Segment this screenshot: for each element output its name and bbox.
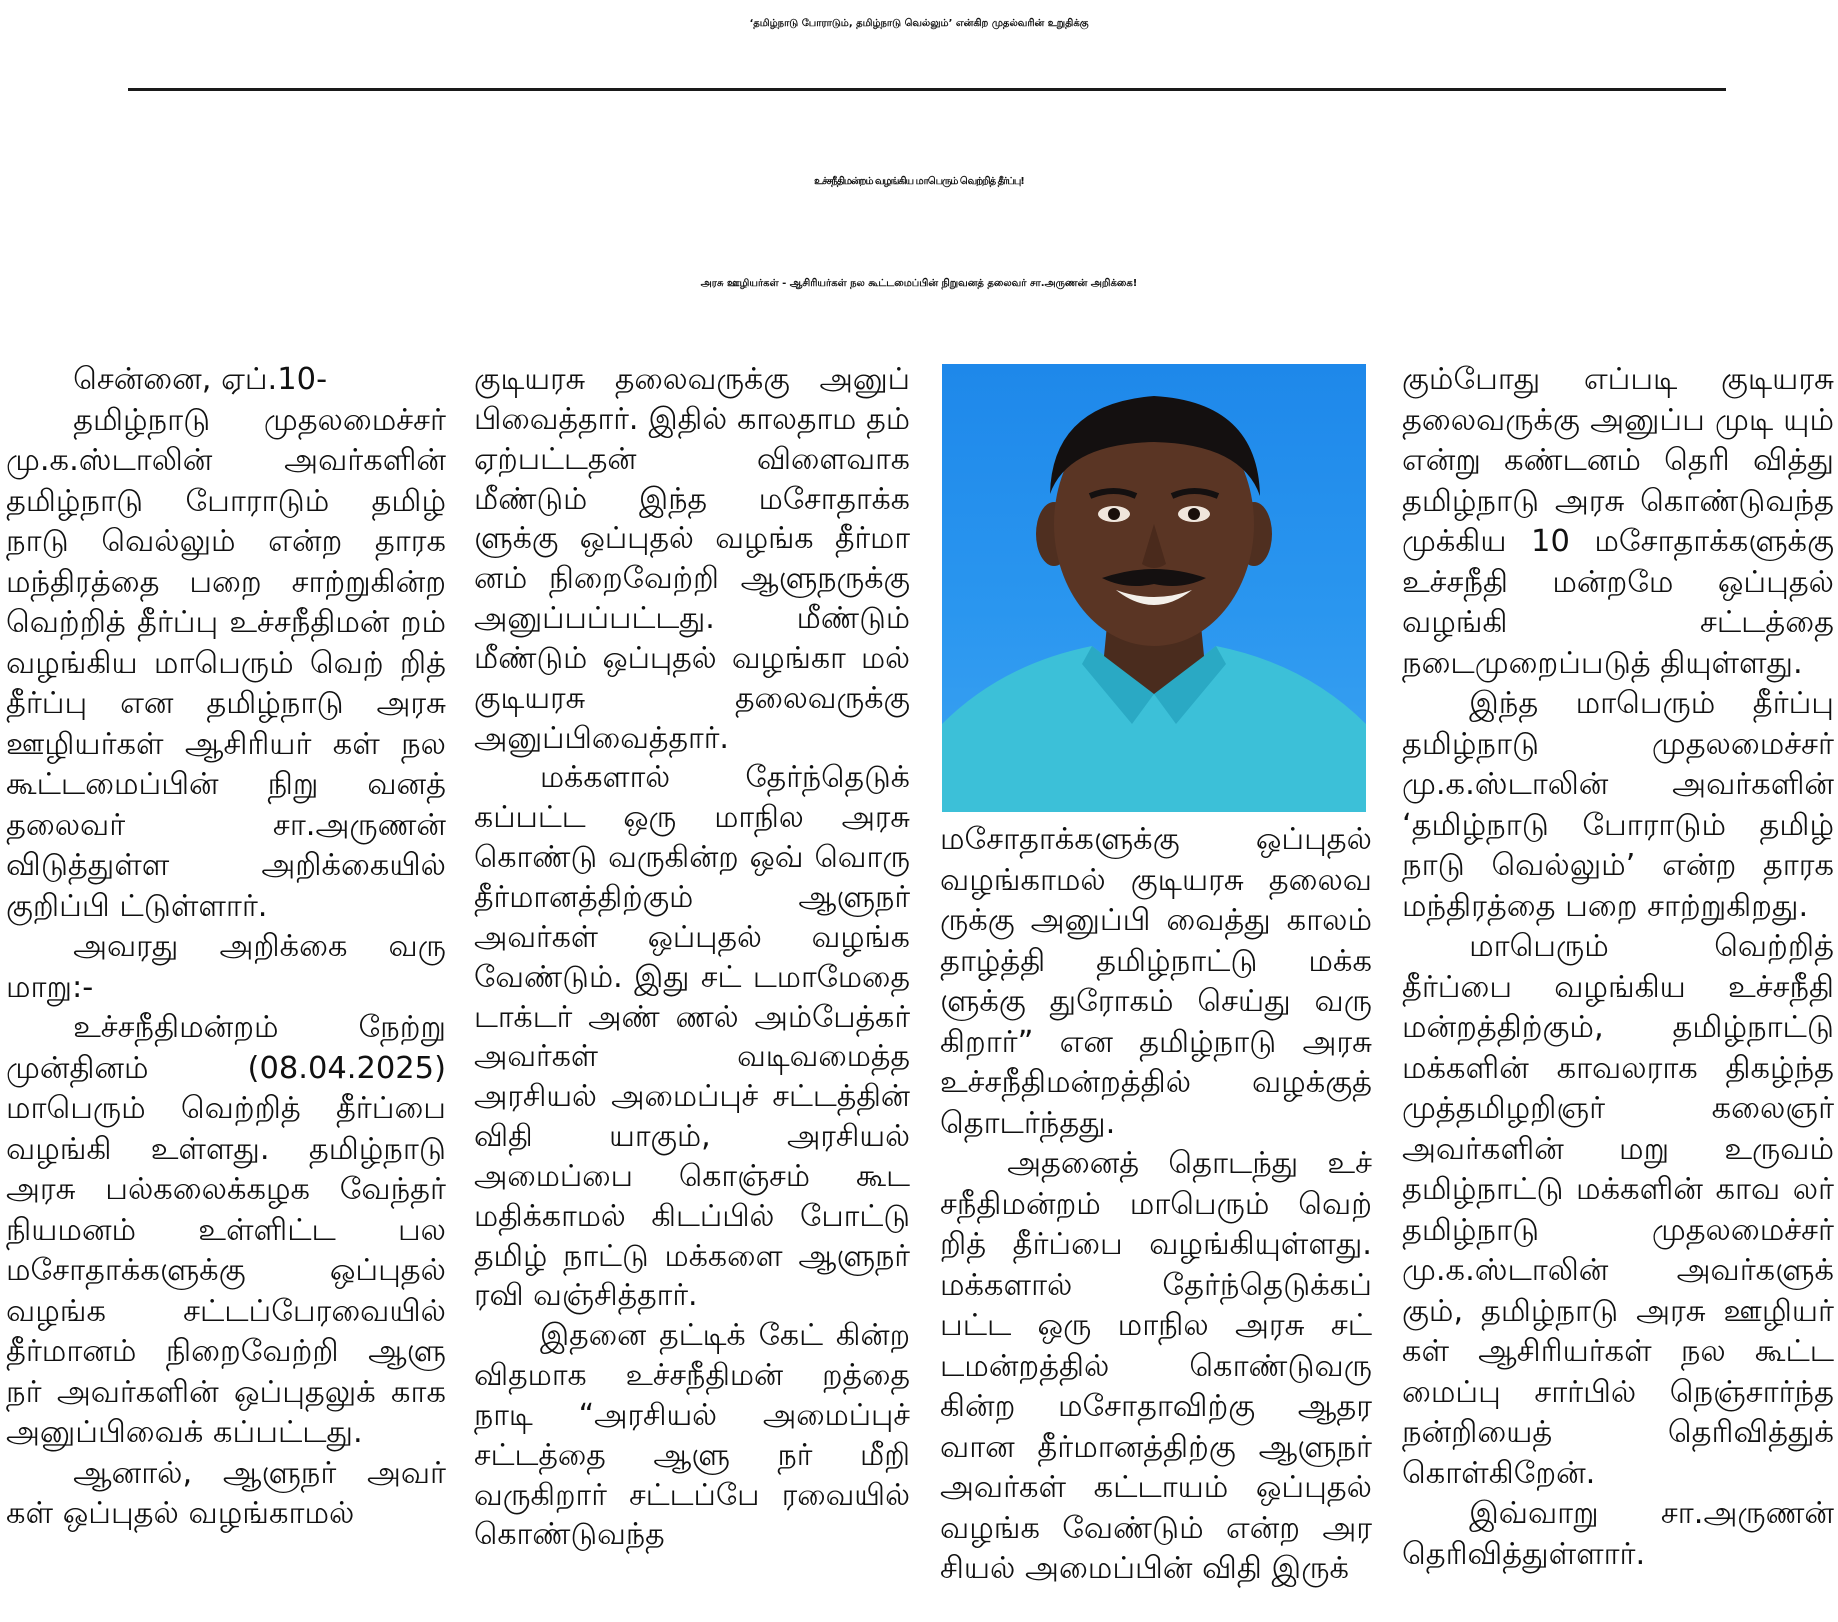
paragraph: குடியரசு தலைவருக்கு அனுப் பிவைத்தார். இதில் காலதாம தம் ஏற்பட்டதன் விளைவாக மீண்டும் இந்த மசோதாக்க ளுக்கு ஒப்புதல் வழங்க தீர்மா னம் நிறைவேற்றி ஆளுநருக்கு அனுப்பப்பட்டது. மீண்டும் மீண்டும் ஒப்புதல் வழங்கா மல் குடியரசு தலைவருக்கு அனுப்பிவைத்தார். <box>474 362 910 756</box>
divider-rule <box>128 88 1726 91</box>
paragraph: இந்த மாபெரும் தீர்ப்பு தமிழ்நாடு முதலமைச்சர் மு.க.ஸ்டாலின் அவர்களின் ‘தமிழ்நாடு போராடும் தமிழ் நாடு வெல்லும்’ என்ற தாரக மந்திரத்தை பறை சாற்றுகிறது. <box>1402 686 1834 924</box>
paragraph: அதனைத் தொடந்து உச் சநீதிமன்றம் மாபெரும் வெற் றித் தீர்ப்பை வழங்கியுள்ளது. மக்களால் தேர்ந்தெடுக்கப் பட்ட ஒரு மாநில அரசு சட் டமன்றத்தில் கொண்டுவரு கின்ற மசோதாவிற்கு ஆதர வான தீர்மானத்திற்கு ஆளுநர் அவர்கள் கட்டாயம் ஒப்புதல் வழங்க வேண்டும் என்ற அர சியல் அமைப்பின் விதி இருக் <box>940 1146 1372 1586</box>
article-column-3 <box>940 820 1372 1590</box>
paragraph: ஆனால், ஆளுநர் அவர் கள் ஒப்புதல் வழங்காமல் <box>6 1455 446 1531</box>
paragraph: மக்களால் தேர்ந்தெடுக் கப்பட்ட ஒரு மாநில அரசு கொண்டு வருகின்ற ஒவ் வொரு தீர்மானத்திற்கும் ஆளுநர் அவர்கள் ஒப்புதல் வழங்க வேண்டும். இது சட் டமாமேதை டாக்டர் அண் ணல் அம்பேத்கர் அவர்கள் வடிவமைத்த அரசியல் அமைப்புச் சட்டத்தின் விதி யாகும், அரசியல் அமைப்பை கொஞ்சம் கூட மதிக்காமல் கிடப்பில் போட்டு தமிழ் நாட்டு மக்களை ஆளுநர் ரவி வஞ்சித்தார். <box>474 760 910 1314</box>
kicker-line: ‘தமிழ்நாடு போராடும், தமிழ்நாடு வெல்லும்’ என்கிற முதல்வரின் உறுதிக்கு <box>749 18 1089 29</box>
paragraph: உச்சநீதிமன்றம் நேற்று முன்தினம் (08.04.2025) மாபெரும் வெற்றித் தீர்ப்பை வழங்கி உள்ளது. தமிழ்நாடு அரசு பல்கலைக்கழக வேந்தர் நியமனம் உள்ளிட்ட பல மசோதாக்களுக்கு ஒப்புதல் வழங்க சட்டப்பேரவையில் தீர்மானம் நிறைவேற்றி ஆளு நர் அவர்களின் ஒப்புதலுக் காக அனுப்பிவைக் கப்பட்டது. <box>6 1010 446 1450</box>
paragraph: கும்போது எப்படி குடியரசு தலைவருக்கு அனுப்ப முடி யும் என்று கண்டனம் தெரி வித்து தமிழ்நாடு அரசு கொண்டுவந்த முக்கிய 10 மசோதாக்களுக்கு உச்சநீதி மன்றமே ஒப்புதல் வழங்கி சட்டத்தை நடைமுறைப்படுத் தியுள்ளது. <box>1402 362 1834 681</box>
paragraph: இவ்வாறு சா.அருணன் தெரிவித்துள்ளார். <box>1402 1496 1834 1572</box>
paragraph: மாபெரும் வெற்றித் தீர்ப்பை வழங்கிய உச்சநீதி மன்றத்திற்கும், தமிழ்நாட்டு மக்களின் காவலராக திகழ்ந்த முத்தமிழறிஞர் கலைஞர் அவர்களின் மறு உருவம் தமிழ்நாட்டு மக்களின் காவ லர் தமிழ்நாடு முதலமைச்சர் மு.க.ஸ்டாலின் அவர்களுக் கும், தமிழ்நாடு அரசு ஊழியர் கள் ஆசிரியர்கள் நல கூட்ட மைப்பு சார்பில் நெஞ்சார்ந்த நன்றியைத் தெரிவித்துக் கொள்கிறேன். <box>1402 929 1834 1491</box>
portrait-photo <box>942 364 1366 812</box>
article-column-2 <box>474 360 910 1555</box>
article-column-1 <box>6 360 446 1535</box>
paragraph: அவரது அறிக்கை வரு மாறு:- <box>6 929 446 1005</box>
dateline: சென்னை, ஏப்.10- <box>73 362 328 397</box>
paragraph: தமிழ்நாடு முதலமைச்சர் மு.க.ஸ்டாலின் அவர்களின் தமிழ்நாடு போராடும் தமிழ் நாடு வெல்லும் என்ற தாரக மந்திரத்தை பறை சாற்றுகின்ற வெற்றித் தீர்ப்பு உச்சநீதிமன் றம் வழங்கிய மாபெரும் வெற் றித் தீர்ப்பு என தமிழ்நாடு அரசு ஊழியர்கள் ஆசிரியர் கள் நல கூட்டமைப்பின் நிறு வனத் தலைவர் சா.அருணன் விடுத்துள்ள அறிக்கையில் குறிப்பி ட்டுள்ளார். <box>6 402 446 924</box>
headline: உச்சநீதிமன்றம் வழங்கிய மாபெரும் வெற்றித் தீர்ப்பு! <box>814 176 1024 187</box>
subheadline: அரசு ஊழியர்கள் - ஆசிரியர்கள் நல கூட்டமைப்பின் நிறுவனத் தலைவர் சா.அருணன் அறிக்கை! <box>700 278 1138 289</box>
paragraph: இதனை தட்டிக் கேட் கின்ற விதமாக உச்சநீதிமன் றத்தை நாடி “அரசியல் அமைப்புச் சட்டத்தை ஆளு நர் மீறி வருகிறார் சட்டப்பே ரவையில் கொண்டுவந்த <box>474 1318 910 1553</box>
paragraph: மசோதாக்களுக்கு ஒப்புதல் வழங்காமல் குடியரசு தலைவ ருக்கு அனுப்பி வைத்து காலம் தாழ்த்தி தமிழ்நாட்டு மக்க ளுக்கு துரோகம் செய்து வரு கிறார்” என தமிழ்நாடு அரசு உச்சநீதிமன்றத்தில் வழக்குத் தொடர்ந்தது. <box>940 822 1372 1141</box>
article-column-4 <box>1402 360 1834 1575</box>
